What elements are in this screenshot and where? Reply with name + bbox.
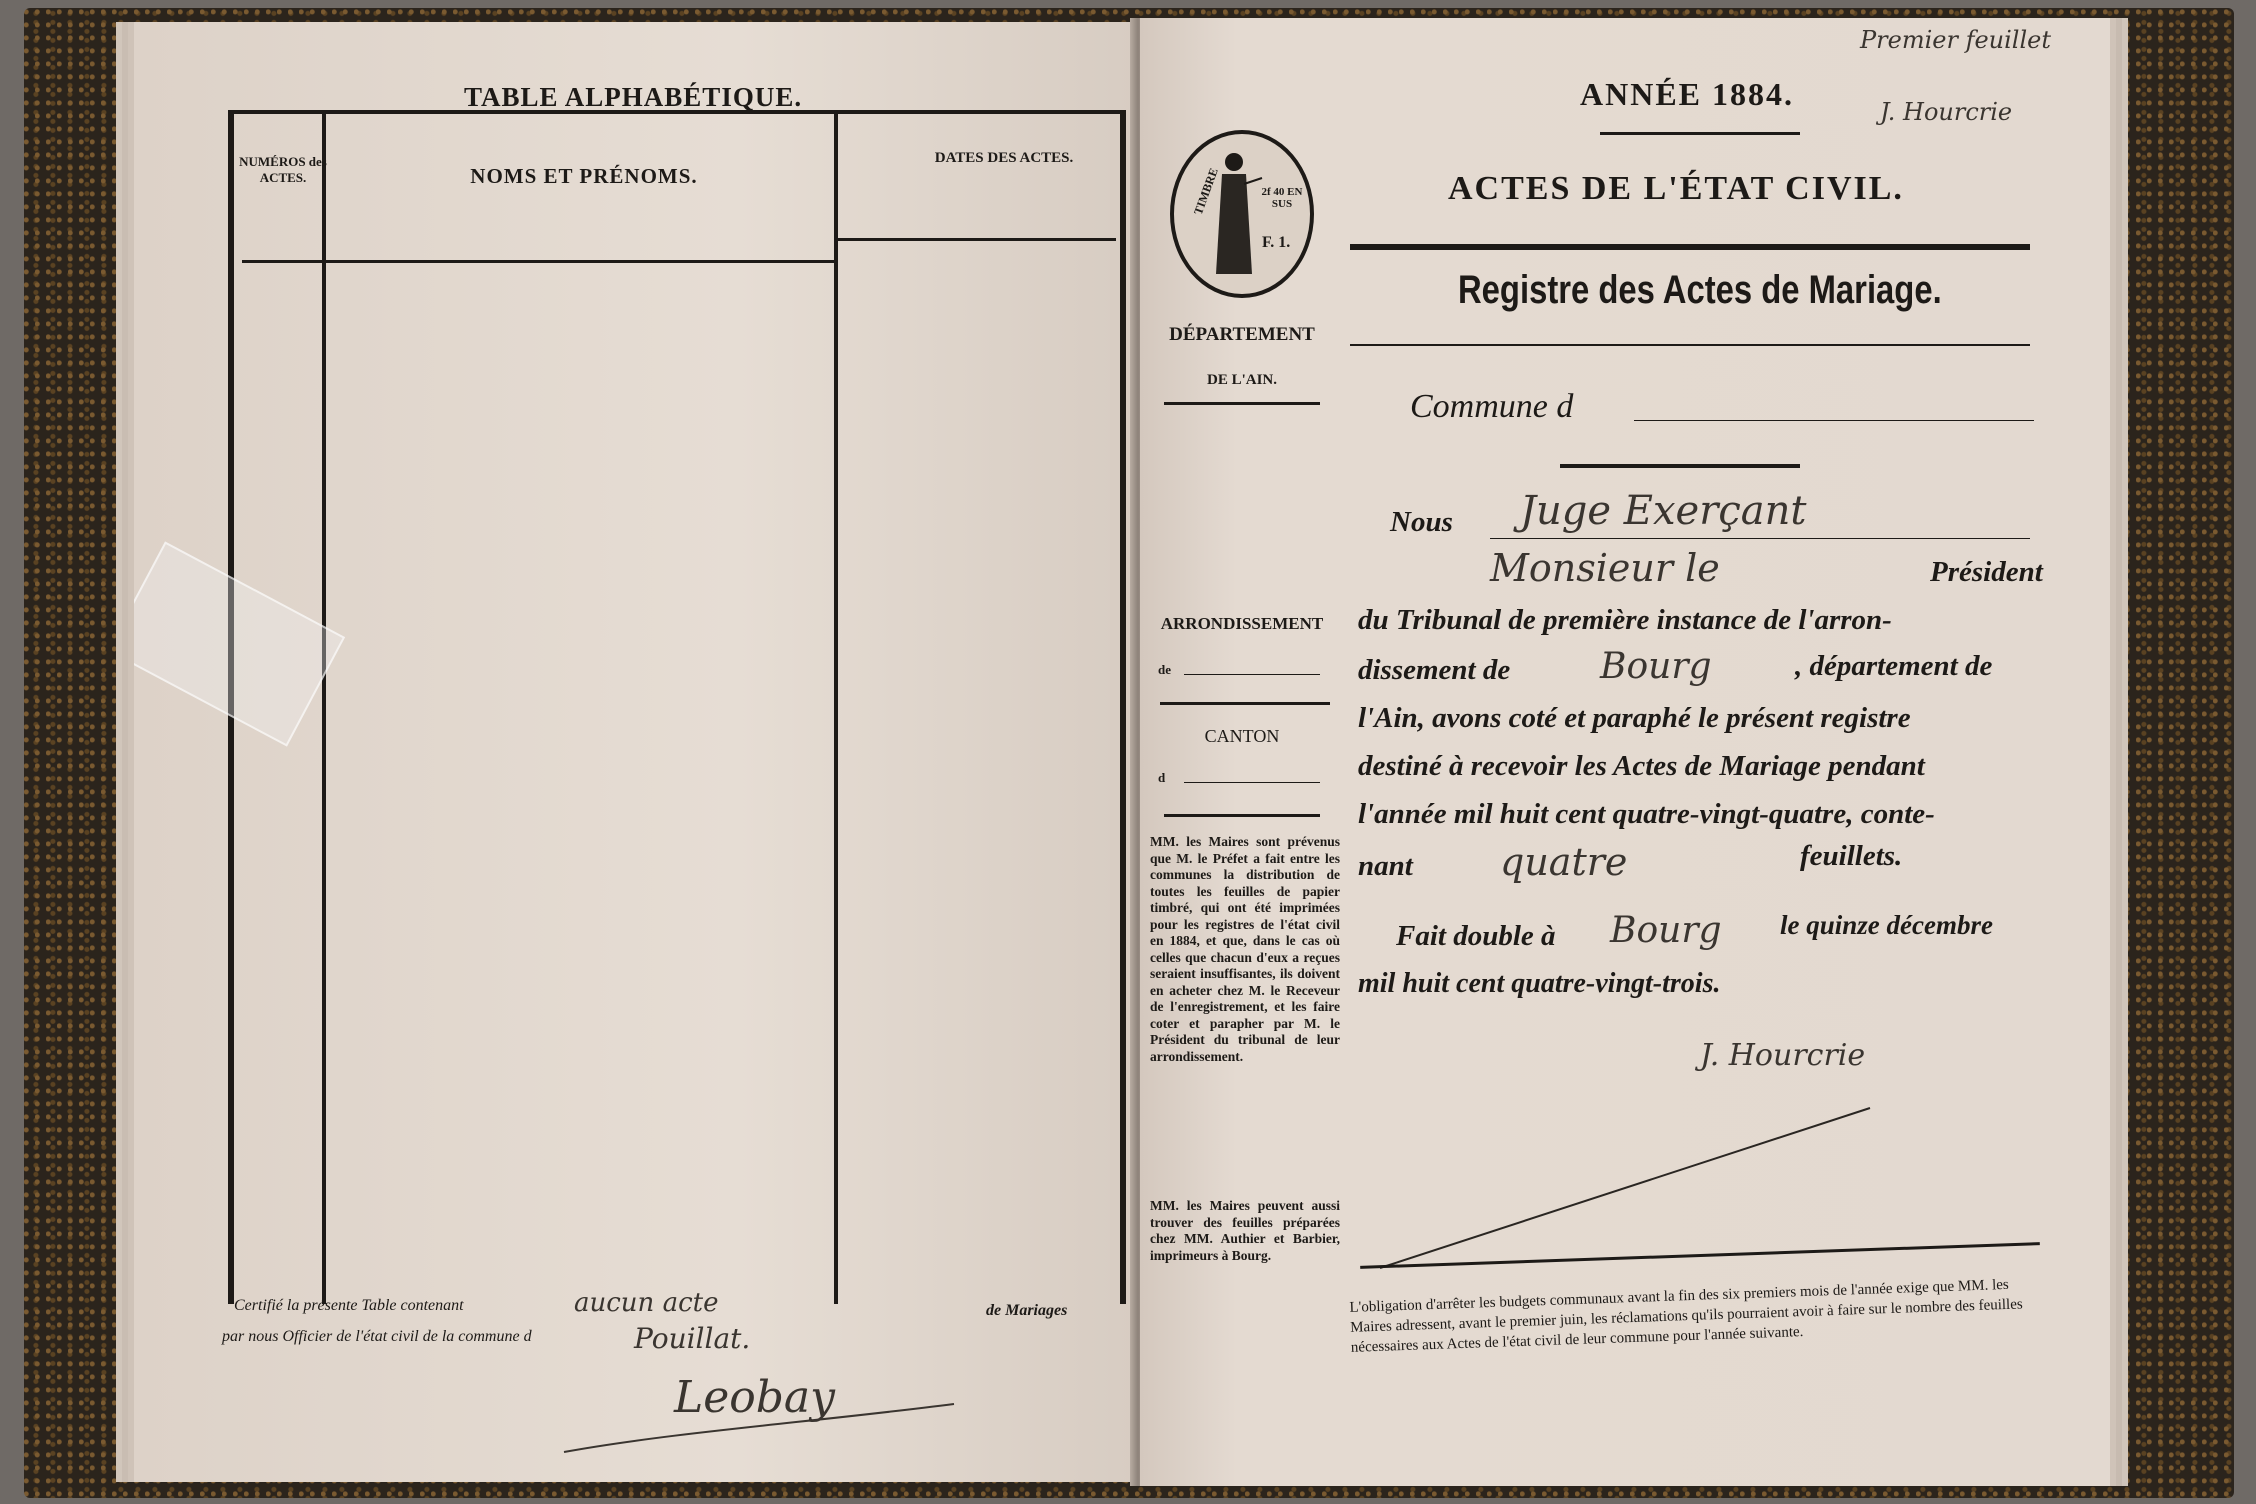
body-line-7b: feuillets. bbox=[1800, 840, 1903, 872]
index-title: TABLE ALPHABÉTIQUE. bbox=[464, 82, 803, 112]
corner-note: Premier feuillet bbox=[1860, 26, 2051, 54]
canton-prefix: d bbox=[1158, 770, 1166, 785]
handwritten-bourg-2: Bourg bbox=[1610, 910, 1722, 951]
handwritten-commune: Pouillat. bbox=[634, 1322, 751, 1355]
body-line-8a: Fait double à bbox=[1396, 920, 1556, 952]
judge-signature: J. Hourcrie bbox=[1700, 1038, 1866, 1073]
title-rule bbox=[1350, 344, 2030, 346]
commune-blank bbox=[1634, 420, 2034, 421]
justice-figure-icon bbox=[1204, 148, 1264, 278]
body-nous: Nous bbox=[1390, 506, 1453, 538]
left-page-index bbox=[134, 22, 1139, 1482]
printer-notice: MM. les Maires peuvent aussi trouver des feuilles préparées chez MM. Authier et Barbier, imprimeurs à Bourg. bbox=[1150, 1198, 1340, 1263]
canton-label: CANTON bbox=[1204, 726, 1280, 746]
header-rule bbox=[326, 260, 834, 263]
column-header-dates: DATES DES ACTES. bbox=[934, 150, 1074, 166]
body-line-2: du Tribunal de première instance de l'arron- bbox=[1358, 604, 1892, 636]
body-line-7a: nant bbox=[1358, 850, 1413, 882]
heading-rule bbox=[1350, 244, 2030, 250]
department-name: DE L'AIN. bbox=[1206, 372, 1277, 388]
body-line-3b: , département de bbox=[1795, 650, 1993, 682]
certification-suffix: de Mariages bbox=[986, 1302, 1068, 1319]
column-header-numbers: NUMÉROS des ACTES. bbox=[239, 154, 327, 185]
tax-stamp bbox=[1170, 130, 1314, 298]
sidebar-rule bbox=[1164, 402, 1320, 405]
prefect-notice: MM. les Maires sont prévenus que M. le Préfet a fait entre les communes la distribution de toutes les feuilles de papier timbré, qui ont été imprimées pour les registres de l'état civil en 1884, et que, dans le cas où celles que chacun d'eux a reçues seraient insuffisantes, ils doivent en acheter chez M. le Receveur de l'enregistrement, et les faire coter et parapher par M. le Président du tribunal de leur arrondissement. bbox=[1150, 834, 1340, 1064]
register-year: ANNÉE 1884. bbox=[1580, 76, 1795, 112]
column-divider bbox=[834, 114, 838, 1304]
department-label: DÉPARTEMENT bbox=[1169, 324, 1315, 345]
handwritten-monsieur: Monsieur le bbox=[1490, 546, 1720, 590]
certification-line-1: Certifié la présente Table contenant bbox=[234, 1297, 464, 1314]
arrondissement-prefix: de bbox=[1158, 662, 1171, 677]
sidebar-rule bbox=[1160, 702, 1330, 705]
stamp-mark: F. 1. bbox=[1262, 234, 1291, 251]
body-president: Président bbox=[1930, 556, 2043, 588]
body-line-5: destiné à recevoir les Actes de Mariage pendant bbox=[1358, 750, 1925, 782]
signature-flourish bbox=[554, 1392, 974, 1462]
canton-blank bbox=[1184, 782, 1320, 783]
body-line-9: mil huit cent quatre-vingt-trois. bbox=[1358, 968, 1721, 999]
register-heading: ACTES DE L'ÉTAT CIVIL. bbox=[1448, 170, 1904, 207]
header-rule bbox=[838, 238, 1116, 241]
column-header-names: NOMS ET PRÉNOMS. bbox=[470, 164, 698, 188]
body-line-3a: dissement de bbox=[1358, 654, 1511, 686]
sidebar-rule bbox=[1164, 814, 1320, 817]
commune-label: Commune d bbox=[1410, 388, 1574, 425]
body-line-4: l'Ain, avons coté et paraphé le présent registre bbox=[1358, 702, 1911, 734]
handwritten-quatre: quatre bbox=[1500, 840, 1628, 884]
header-rule bbox=[242, 260, 322, 263]
budget-notice: L'obligation d'arrêter les budgets communaux avant la fin des six premiers mois de l'année exige que MM. les Maires adressent, avant le premier juin, les réclamations qu'ils pourraient avoir à faire sur le nombre des feuilles nécessaires aux Actes de l'état civil de leur commune pour l'année suivante. bbox=[1349, 1276, 2023, 1356]
register-book bbox=[24, 8, 2234, 1498]
handwritten-bourg: Bourg bbox=[1600, 646, 1712, 687]
ornament-rule bbox=[1560, 464, 1800, 468]
handwritten-juge: Juge Exerçant bbox=[1520, 488, 1807, 534]
arrondissement-blank bbox=[1184, 674, 1320, 675]
ornament-rule bbox=[1600, 132, 1800, 135]
body-line-6: l'année mil huit cent quatre-vingt-quatre, conte- bbox=[1358, 798, 1935, 830]
column-divider bbox=[322, 114, 326, 1304]
corner-initials: J. Hourcrie bbox=[1880, 98, 2013, 126]
stamp-value: 2f 40 EN SUS bbox=[1261, 186, 1303, 210]
right-page-register-title bbox=[1140, 18, 2110, 1486]
handwritten-count: aucun acte bbox=[574, 1288, 719, 1318]
certification-line-2: par nous Officier de l'état civil de la commune d bbox=[222, 1328, 532, 1345]
body-blank bbox=[1490, 538, 2030, 539]
stamp-word: TIMBRE bbox=[1190, 166, 1221, 217]
body-line-8b: le quinze décembre bbox=[1780, 910, 1993, 940]
arrondissement-label: ARRONDISSEMENT bbox=[1160, 614, 1324, 633]
register-type: Registre des Actes de Mariage. bbox=[1458, 268, 1942, 312]
index-table bbox=[228, 110, 1126, 1304]
mayor-signature: Leobay bbox=[674, 1372, 836, 1423]
